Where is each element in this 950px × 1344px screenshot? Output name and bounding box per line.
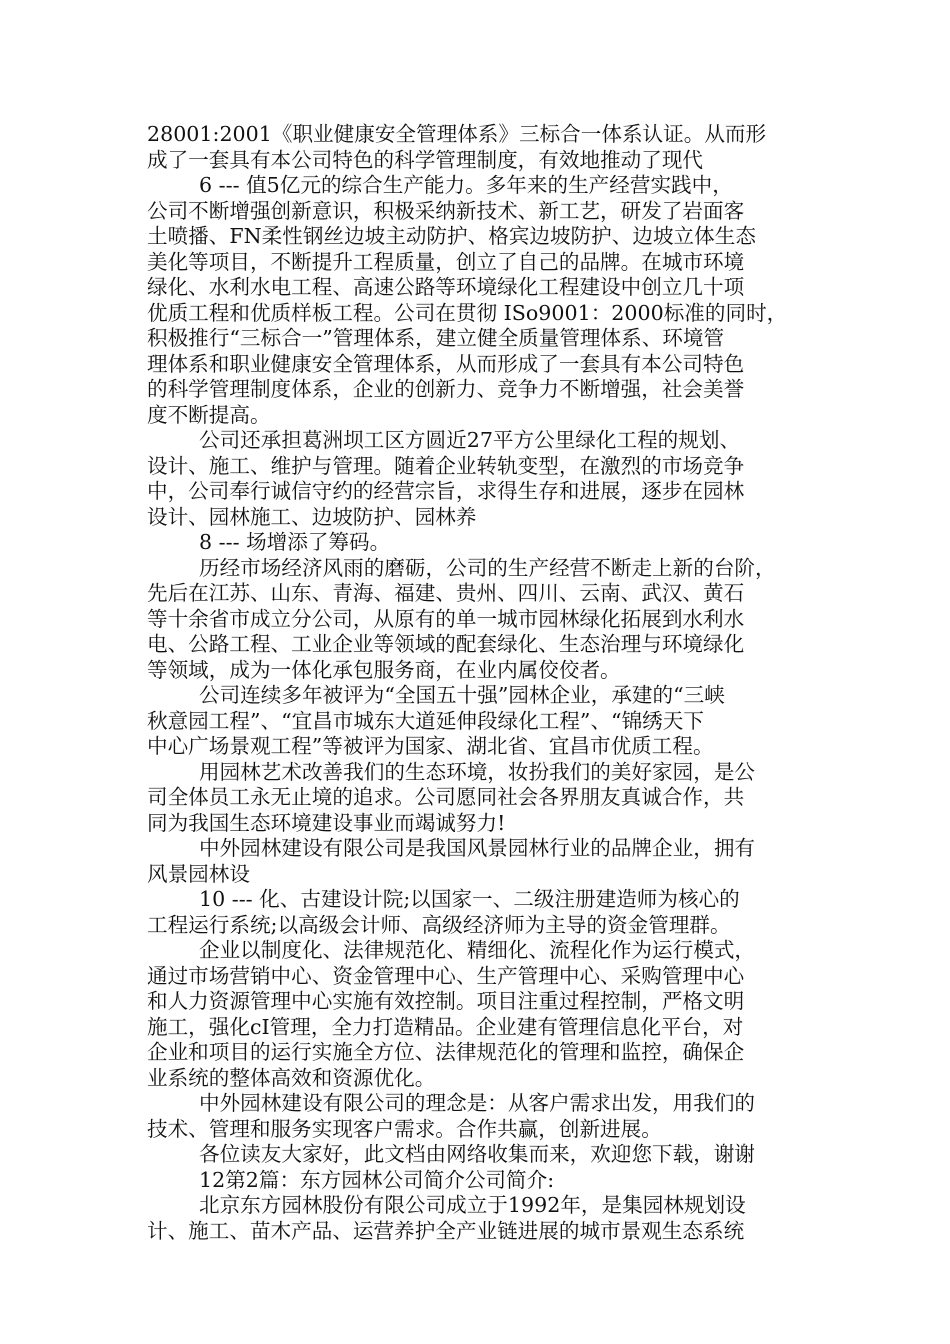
text-line: 优质工程和优质样板工程。公司在贯彻 ISo9001：2000标准的同时， xyxy=(147,300,788,325)
text-line: 中外园林建设有限公司的理念是：从客户需求出发，用我们的 xyxy=(199,1091,756,1115)
text-line: 10 --- 化、古建设计院;以国家一、二级注册建造师为核心的 xyxy=(199,887,740,911)
text-line: 设计、园林施工、边坡防护、园林养 xyxy=(147,504,477,529)
text-line: 业系统的整体高效和资源优化。 xyxy=(147,1065,436,1090)
text-line: 中，公司奉行诚信守约的经营宗旨，求得生存和进展，逐步在园林 xyxy=(147,479,745,503)
text-line: 风景园林设 xyxy=(147,861,250,886)
text-line: 先后在江苏、山东、青海、福建、贵州、四川、云南、武汉、黄石 xyxy=(147,581,745,605)
text-line: 计、施工、苗木产品、运营养护全产业链进展的城市景观生态系统 xyxy=(147,1218,745,1243)
text-line: 公司还承担葛洲坝工区方圆近27平方公里绿化工程的规划、 xyxy=(199,428,741,452)
text-line: 工程运行系统;以高级会计师、高级经济师为主导的资金管理群。 xyxy=(147,912,731,937)
text-line: 施工，强化cI管理，全力打造精品。企业建有管理信息化平台，对 xyxy=(147,1014,744,1039)
text-line: 秋意园工程”、“宜昌市城东大道延伸段绿化工程”、“锦绣天下 xyxy=(147,708,704,733)
text-line: 理体系和职业健康安全管理体系，从而形成了一套具有本公司特色 xyxy=(147,351,745,376)
text-line: 绿化、水利水电工程、高速公路等环境绿化工程建设中创立几十项 xyxy=(147,275,745,299)
document-page xyxy=(147,122,819,1244)
text-line: 司全体员工永无止境的追求。公司愿同社会各界朋友真诚合作，共 xyxy=(147,785,745,809)
text-line: 企业以制度化、法律规范化、精细化、流程化作为运行模式， xyxy=(199,938,756,962)
text-line: 历经市场经济风雨的磨砺，公司的生产经营不断走上新的台阶， xyxy=(199,555,776,580)
text-line: 28001:2001《职业健康安全管理体系》三标合一体系认证。从而形 xyxy=(147,122,767,146)
text-line: 同为我国生态环境建设事业而竭诚努力! xyxy=(147,810,506,835)
text-line: 中外园林建设有限公司是我国风景园林行业的品牌企业，拥有 xyxy=(199,836,756,860)
text-line: 北京东方园林股份有限公司成立于1992年，是集园林规划设 xyxy=(199,1193,746,1217)
text-line: 各位读友大家好，此文档由网络收集而来，欢迎您下载，谢谢 xyxy=(199,1142,756,1166)
text-line: 企业和项目的运行实施全方位、法律规范化的管理和监控，确保企 xyxy=(147,1040,745,1064)
text-line: 成了一套具有本公司特色的科学管理制度，有效地推动了现代 xyxy=(147,147,704,172)
text-line: 公司不断增强创新意识，积极采纳新技术、新工艺，研发了岩面客 xyxy=(147,198,745,223)
text-line: 中心广场景观工程”等被评为国家、湖北省、宜昌市优质工程。 xyxy=(147,734,714,758)
text-line: 8 --- 场增添了筹码。 xyxy=(199,530,391,554)
text-line: 技术、管理和服务实现客户需求。合作共赢，创新进展。 xyxy=(147,1116,662,1141)
text-line: 用园林艺术改善我们的生态环境，妆扮我们的美好家园，是公 xyxy=(199,759,756,784)
text-line: 等十余省市成立分公司，从原有的单一城市园林绿化拓展到水利水 xyxy=(147,606,745,631)
text-line: 设计、施工、维护与管理。随着企业转轨变型，在激烈的市场竞争 xyxy=(147,453,745,478)
text-line: 积极推行“三标合一”管理体系，建立健全质量管理体系、环境管 xyxy=(147,326,725,350)
text-line: 的科学管理制度体系，企业的创新力、竞争力不断增强，社会美誉 xyxy=(147,377,745,401)
text-line: 通过市场营销中心、资金管理中心、生产管理中心、采购管理中心 xyxy=(147,963,745,988)
text-line: 6 --- 值5亿元的综合生产能力。多年来的生产经营实践中， xyxy=(199,173,733,197)
text-line: 12第2篇：东方园林公司简介公司简介: xyxy=(199,1167,555,1192)
text-line: 土喷播、FN柔性钢丝边坡主动防护、格宾边坡防护、边坡立体生态 xyxy=(147,224,756,248)
text-line: 美化等项目，不断提升工程质量，创立了自己的品牌。在城市环境 xyxy=(147,249,745,274)
text-line: 和人力资源管理中心实施有效控制。项目注重过程控制，严格文明 xyxy=(147,989,745,1013)
text-line: 公司连续多年被评为“全国五十强”园林企业，承建的“三峡 xyxy=(199,683,725,707)
text-line: 等领域，成为一体化承包服务商，在业内属佼佼者。 xyxy=(147,657,621,682)
text-line: 度不断提高。 xyxy=(147,402,271,427)
text-line: 电、公路工程、工业企业等领域的配套绿化、生态治理与环境绿化 xyxy=(147,632,745,656)
